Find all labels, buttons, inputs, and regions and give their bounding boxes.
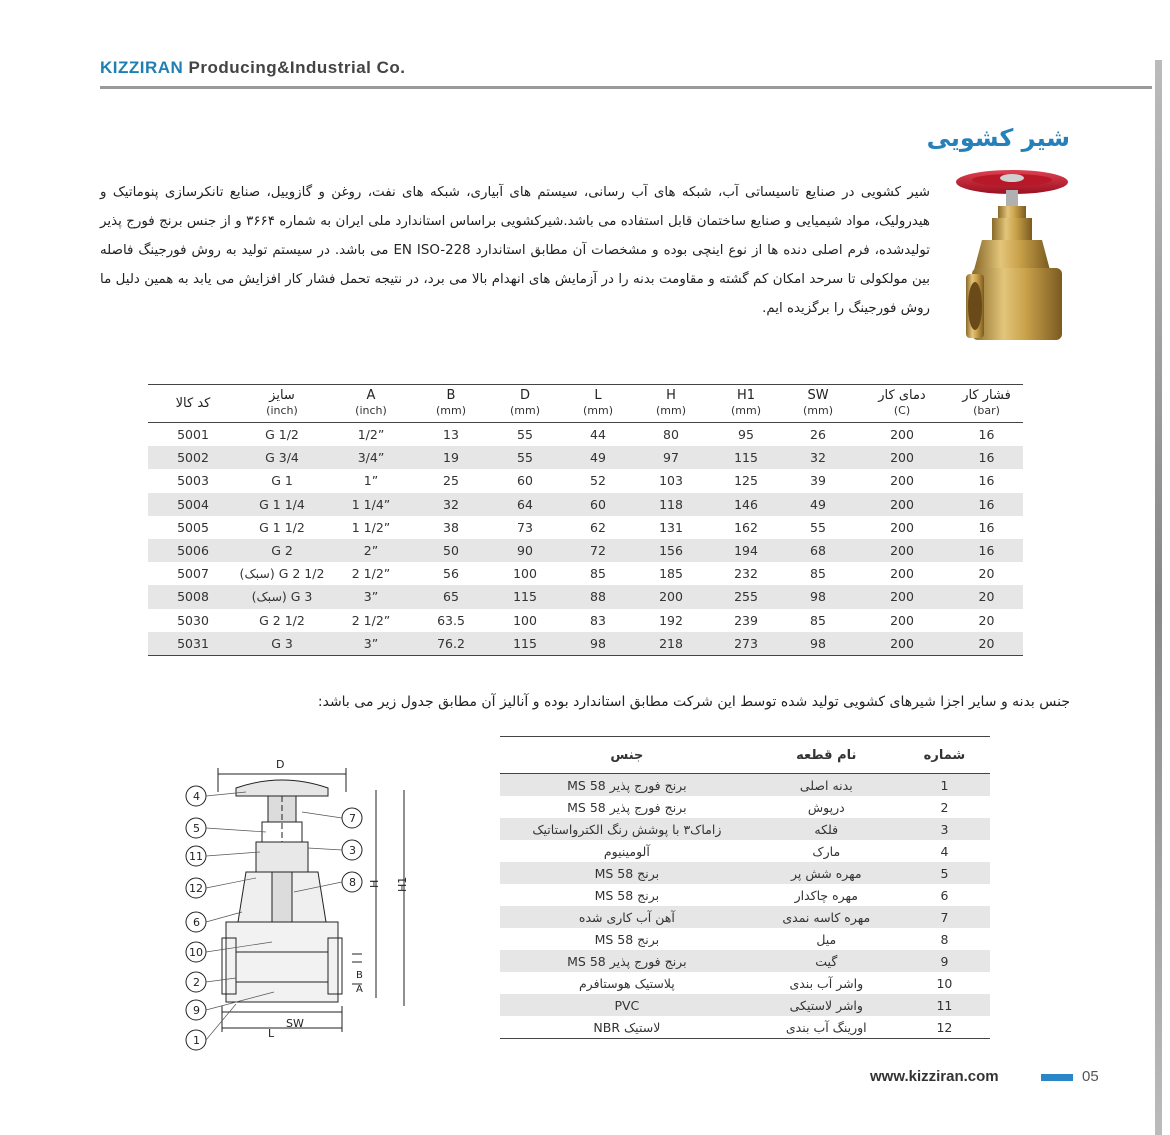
spec-header: L (mm) <box>564 385 632 423</box>
spec-cell: 73 <box>517 519 533 535</box>
spec-cell: 63.5 <box>437 612 465 628</box>
spec-cell: 85 <box>590 566 606 582</box>
spec-header: SW (mm) <box>782 385 854 423</box>
dim-label-h1: H1 <box>396 876 409 892</box>
parts-row <box>500 928 990 950</box>
spec-cell: 100 <box>513 566 537 582</box>
spec-header-row <box>148 385 1023 423</box>
parts-row <box>500 950 990 972</box>
spec-cell: 5007 <box>177 566 209 582</box>
spec-cell: 5031 <box>148 632 238 656</box>
callout-10: 10 <box>189 946 203 959</box>
part-material: برنج MS 58 <box>594 931 660 947</box>
spec-cell: 85 <box>810 612 826 628</box>
spec-cell: 98 <box>782 632 854 656</box>
spec-cell: 200 <box>890 612 914 628</box>
spec-cell: 85 <box>810 566 826 582</box>
brand-header <box>100 58 406 78</box>
part-number: 9 <box>899 950 990 972</box>
spec-cell: 218 <box>632 632 710 656</box>
spec-cell: 5005 <box>177 519 209 535</box>
spec-row <box>148 632 1023 656</box>
spec-header: سایز (inch) <box>238 385 326 423</box>
spec-cell: 16 <box>978 473 995 489</box>
spec-cell: 83 <box>590 612 606 628</box>
spec-row <box>148 585 1023 608</box>
spec-cell: 56 <box>443 566 459 582</box>
callout-12: 12 <box>189 882 203 895</box>
spec-row <box>148 446 1023 469</box>
spec-cell: 5006 <box>148 539 238 562</box>
spec-cell: 5030 <box>177 612 209 628</box>
part-number: 2 <box>940 799 949 815</box>
spec-cell: 200 <box>854 539 950 562</box>
spec-cell: 19 <box>416 446 486 469</box>
part-name: گیت <box>754 950 899 972</box>
spec-header: فشار کار (bar) <box>950 385 1023 423</box>
part-material: برنج فورج پذیر MS 58 <box>567 799 687 815</box>
spec-cell: 26 <box>810 427 826 443</box>
part-number: 4 <box>940 843 949 859</box>
spec-cell: 32 <box>782 446 854 469</box>
callout-11: 11 <box>189 850 203 863</box>
part-number: 7 <box>899 906 990 928</box>
spec-header: B (mm) <box>416 385 486 423</box>
parts-header-number: شماره <box>899 737 990 774</box>
spec-cell: 95 <box>738 427 754 443</box>
part-material: آلومینیوم <box>603 843 650 859</box>
spec-cell: G 1 <box>271 473 293 489</box>
spec-cell: 44 <box>590 427 606 443</box>
spec-cell: 16 <box>950 493 1023 516</box>
parts-row <box>500 994 990 1016</box>
spec-cell: 200 <box>890 566 914 582</box>
spec-cell: 200 <box>854 632 950 656</box>
parts-header-row <box>500 737 990 774</box>
page-title: شیر کشویی <box>926 124 1070 152</box>
part-name: واشر لاستیکی <box>754 994 899 1016</box>
spec-cell: 185 <box>659 566 683 582</box>
dim-label-l: L <box>268 1027 275 1040</box>
part-material: آهن آب کاری شده <box>500 906 754 928</box>
spec-cell: 200 <box>854 446 950 469</box>
spec-cell: G 3 <box>238 632 326 656</box>
part-name: مهره شش پر <box>754 862 899 884</box>
spec-cell: 20 <box>978 566 995 582</box>
dim-label-d: D <box>276 758 285 771</box>
footer-url[interactable]: www.kizziran.com <box>870 1068 999 1085</box>
part-number: 3 <box>899 818 990 840</box>
part-number: 5 <box>899 862 990 884</box>
spec-cell: G 1/2 <box>265 427 299 443</box>
parts-row <box>500 774 990 797</box>
spec-cell: 98 <box>564 632 632 656</box>
spec-header: دمای کار (C) <box>854 385 950 423</box>
spec-cell: 55 <box>517 427 533 443</box>
spec-cell: 64 <box>486 493 564 516</box>
spec-cell: 2” <box>326 539 416 562</box>
spec-cell: 20 <box>978 612 995 628</box>
part-number: 12 <box>899 1016 990 1039</box>
spec-cell: 118 <box>632 493 710 516</box>
spec-cell: (سبک) G 2 1/2 <box>239 566 325 582</box>
spec-row <box>148 562 1023 585</box>
callout-9: 9 <box>193 1004 200 1017</box>
dim-label-sw: SW <box>286 1017 304 1030</box>
spec-cell: 1 1/2” <box>351 519 391 535</box>
spec-cell: 5004 <box>148 493 238 516</box>
brand-company: Producing&Industrial Co. <box>183 58 406 77</box>
part-number: 8 <box>940 931 949 947</box>
intro-paragraph: شیر کشویی در صنایع تاسیساتی آب، شبکه های آب رسانی، سیستم های آبیاری، شبکه های نفت، روغن و گازوییل، صنایع تانکرسازی پنوماتیک و هیدرولیک، مواد شیمیایی و صنایع ساختمان قابل استفاده می باشد.شیرکشویی براساس استاندارد ملی ایران به شماره ۳۶۶۴ و از جنس برنج فورج پذیر تولیدشده، فرم اصلی دنده ها از نوع اینچی بوده و مشخصات آن مطابق استاندارد EN ISO-228 می باشد. در سیستم تولید به روش فورجینگ فاصله بین مولکولی تا سرحد امکان کم گشته و مقاومت بدنه را در آزمایش های انهدام بالا می برد، در نتیجه تحمل فشار کار افزایش می یابد به همین دلیل ما روش فورجینگ را برگزیده ایم. <box>100 185 930 316</box>
parts-row <box>500 1016 990 1039</box>
parts-row <box>500 818 990 840</box>
spec-cell: 55 <box>486 446 564 469</box>
spec-header: کد کالا <box>148 385 238 423</box>
spec-cell: G 1 1/2 <box>259 519 305 535</box>
spec-cell: 3” <box>326 632 416 656</box>
parts-row <box>500 972 990 994</box>
spec-row <box>148 516 1023 539</box>
spec-cell: 156 <box>632 539 710 562</box>
part-name: مهره چاکدار <box>794 887 858 903</box>
spec-cell: 50 <box>416 539 486 562</box>
spec-cell: 146 <box>710 493 782 516</box>
spec-cell: 1 1/4” <box>326 493 416 516</box>
spec-row <box>148 609 1023 632</box>
spec-cell: 60 <box>517 473 533 489</box>
parts-header-material: جنس <box>500 737 754 774</box>
spec-cell: 194 <box>710 539 782 562</box>
spec-cell: 200 <box>632 585 710 608</box>
spec-cell: G 3/4 <box>238 446 326 469</box>
spec-header: D (mm) <box>486 385 564 423</box>
spec-cell: 49 <box>782 493 854 516</box>
spec-cell: 13 <box>443 427 459 443</box>
spec-cell: 62 <box>590 519 606 535</box>
spec-cell: 49 <box>564 446 632 469</box>
spec-cell: 103 <box>659 473 683 489</box>
spec-row <box>148 469 1023 492</box>
callout-3: 3 <box>349 844 356 857</box>
spec-cell: 16 <box>950 539 1023 562</box>
spec-cell: 39 <box>810 473 826 489</box>
spec-cell: 5008 <box>148 585 238 608</box>
parts-table <box>500 736 990 1039</box>
spec-cell: 20 <box>950 632 1023 656</box>
part-material: پلاستیک هوستافرم <box>578 975 675 991</box>
spec-cell: 38 <box>443 519 459 535</box>
spec-cell: G 2 <box>238 539 326 562</box>
page-edge-strip <box>1155 60 1162 1135</box>
parts-row <box>500 840 990 862</box>
spec-cell: 52 <box>590 473 606 489</box>
spec-cell: 25 <box>443 473 459 489</box>
spec-table <box>148 384 1023 656</box>
spec-cell: (سبک) G 3 <box>238 585 326 608</box>
part-material: برنج MS 58 <box>594 887 660 903</box>
spec-cell: 5001 <box>177 427 209 443</box>
spec-cell: 16 <box>978 427 995 443</box>
spec-cell: 200 <box>854 493 950 516</box>
spec-cell: 115 <box>486 585 564 608</box>
spec-cell: 5002 <box>148 446 238 469</box>
gate-valve-photo <box>942 160 1072 360</box>
part-number: 11 <box>899 994 990 1016</box>
parts-row <box>500 884 990 906</box>
dim-label-a: A <box>356 984 363 995</box>
spec-cell: 3” <box>326 585 416 608</box>
spec-cell: 162 <box>734 519 758 535</box>
spec-cell: 115 <box>710 446 782 469</box>
spec-cell: 232 <box>734 566 758 582</box>
spec-cell: 5003 <box>177 473 209 489</box>
parts-row <box>500 906 990 928</box>
spec-cell: 192 <box>659 612 683 628</box>
dim-label-h: H <box>368 879 381 888</box>
spec-cell: 20 <box>950 585 1023 608</box>
spec-cell: 273 <box>710 632 782 656</box>
spec-cell: 72 <box>564 539 632 562</box>
spec-header: A (inch) <box>326 385 416 423</box>
spec-row <box>148 539 1023 562</box>
spec-cell: 32 <box>416 493 486 516</box>
parts-row <box>500 862 990 884</box>
callout-4: 4 <box>193 790 200 803</box>
spec-cell: 60 <box>564 493 632 516</box>
part-name: درپوش <box>807 799 845 815</box>
spec-cell: 55 <box>810 519 826 535</box>
spec-header: H (mm) <box>632 385 710 423</box>
spec-cell: 200 <box>854 585 950 608</box>
parts-row <box>500 796 990 818</box>
page-number: 05 <box>1082 1068 1099 1085</box>
spec-cell: 100 <box>513 612 537 628</box>
spec-cell: 76.2 <box>416 632 486 656</box>
spec-row <box>148 423 1023 447</box>
part-material: PVC <box>500 994 754 1016</box>
spec-cell: 131 <box>659 519 683 535</box>
spec-cell: 255 <box>710 585 782 608</box>
spec-cell: 200 <box>890 427 914 443</box>
part-name: اورینگ آب بندی <box>754 1016 899 1039</box>
callout-8: 8 <box>349 876 356 889</box>
part-number: 10 <box>936 975 953 991</box>
part-material: برنج فورج پذیر MS 58 <box>500 774 754 797</box>
brand-name: KIZZIRAN <box>100 58 184 77</box>
spec-cell: 88 <box>564 585 632 608</box>
spec-cell: 1/2” <box>357 427 385 443</box>
callout-1: 1 <box>193 1034 200 1047</box>
spec-header: H1 (mm) <box>710 385 782 423</box>
materials-caption: جنس بدنه و سایر اجزا شیرهای کشویی تولید شده توسط این شرکت مطابق استاندارد بوده و آنالیز آن مطابق جدول زیر می باشد: <box>317 694 1070 710</box>
dim-label-b: B <box>356 970 363 981</box>
spec-cell: 80 <box>663 427 679 443</box>
part-material: زاماک۳ با پوشش رنگ الکترواستاتیک <box>500 818 754 840</box>
callout-6: 6 <box>193 916 200 929</box>
spec-cell: 16 <box>978 519 995 535</box>
parts-header-name: نام قطعه <box>754 737 899 774</box>
part-name: میل <box>816 931 837 947</box>
spec-cell: 68 <box>782 539 854 562</box>
header-divider <box>100 86 1152 89</box>
spec-cell: 115 <box>486 632 564 656</box>
part-material: برنج MS 58 <box>500 862 754 884</box>
callout-2: 2 <box>193 976 200 989</box>
spec-cell: 3/4” <box>326 446 416 469</box>
part-material: برنج فورج پذیر MS 58 <box>500 950 754 972</box>
spec-cell: 125 <box>734 473 758 489</box>
part-name: مارک <box>812 843 841 859</box>
part-number: 1 <box>899 774 990 797</box>
spec-cell: 1” <box>363 473 379 489</box>
spec-cell: 90 <box>486 539 564 562</box>
spec-cell: 2 1/2” <box>351 566 391 582</box>
spec-cell: 2 1/2” <box>351 612 391 628</box>
valve-section-diagram <box>176 752 426 1057</box>
spec-row <box>148 493 1023 516</box>
part-name: مهره کاسه نمدی <box>754 906 899 928</box>
part-name: بدنه اصلی <box>754 774 899 797</box>
spec-cell: 97 <box>632 446 710 469</box>
callout-7: 7 <box>349 812 356 825</box>
part-number: 6 <box>940 887 949 903</box>
spec-cell: 239 <box>734 612 758 628</box>
footer-accent-bar <box>1041 1074 1073 1081</box>
spec-cell: 16 <box>950 446 1023 469</box>
callout-5: 5 <box>193 822 200 835</box>
spec-cell: 200 <box>890 519 914 535</box>
spec-cell: 98 <box>782 585 854 608</box>
part-name: فلکه <box>754 818 899 840</box>
spec-cell: G 2 1/2 <box>259 612 305 628</box>
part-material: لاستیک NBR <box>500 1016 754 1039</box>
part-name: واشر آب بندی <box>789 975 864 991</box>
spec-cell: 65 <box>416 585 486 608</box>
spec-cell: G 1 1/4 <box>238 493 326 516</box>
spec-cell: 200 <box>890 473 914 489</box>
